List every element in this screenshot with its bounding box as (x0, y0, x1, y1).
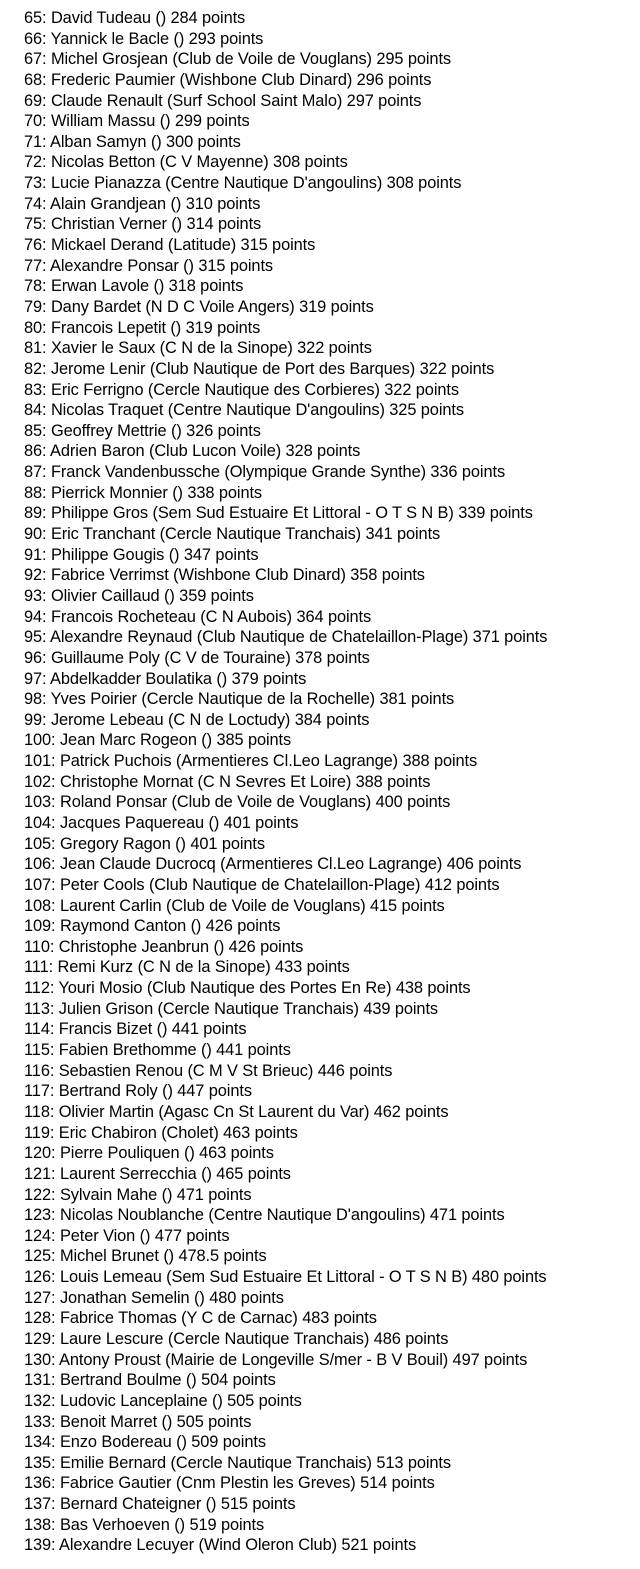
result-row: 115: Fabien Brethomme () 441 points (24, 1041, 291, 1060)
result-row: 74: Alain Grandjean () 310 points (24, 194, 261, 213)
result-row: 99: Jerome Lebeau (C N de Loctudy) 384 points (24, 710, 370, 729)
result-row: 127: Jonathan Semelin () 480 points (24, 1288, 284, 1307)
result-row: 137: Bernard Chateigner () 515 points (24, 1495, 296, 1514)
result-row: 105: Gregory Ragon () 401 points (24, 834, 265, 853)
result-row: 132: Ludovic Lanceplaine () 505 points (24, 1391, 302, 1410)
result-row: 78: Erwan Lavole () 318 points (24, 277, 244, 296)
result-row: 114: Francis Bizet () 441 points (24, 1020, 247, 1039)
result-row: 117: Bertrand Roly () 447 points (24, 1082, 252, 1101)
result-row: 124: Peter Vion () 477 points (24, 1226, 230, 1245)
result-row: 108: Laurent Carlin (Club de Voile de Vouglans) 415 points (24, 896, 445, 915)
result-row: 110: Christophe Jeanbrun () 426 points (24, 937, 304, 956)
result-row: 82: Jerome Lenir (Club Nautique de Port des Barques) 322 points (24, 359, 495, 378)
result-row: 113: Julien Grison (Cercle Nautique Tranchais) 439 points (24, 999, 438, 1018)
result-row: 79: Dany Bardet (N D C Voile Angers) 319 points (24, 297, 374, 316)
result-row: 107: Peter Cools (Club Nautique de Chatelaillon-Plage) 412 points (24, 875, 500, 894)
result-row: 116: Sebastien Renou (C M V St Brieuc) 446 points (24, 1061, 393, 1080)
result-row: 83: Eric Ferrigno (Cercle Nautique des Corbieres) 322 points (24, 380, 459, 399)
result-row: 87: Franck Vandenbussche (Olympique Grande Synthe) 336 points (24, 463, 506, 482)
result-row: 120: Pierre Pouliquen () 463 points (24, 1144, 274, 1163)
result-row: 80: Francois Lepetit () 319 points (24, 318, 261, 337)
result-row: 130: Antony Proust (Mairie de Longeville S/mer - B V Bouil) 497 points (24, 1350, 528, 1369)
result-row: 103: Roland Ponsar (Club de Voile de Vouglans) 400 points (24, 793, 451, 812)
result-row: 139: Alexandre Lecuyer (Wind Oleron Club) 521 points (24, 1536, 417, 1555)
result-row: 109: Raymond Canton () 426 points (24, 917, 281, 936)
result-row: 134: Enzo Bodereau () 509 points (24, 1433, 266, 1452)
result-row: 75: Christian Verner () 314 points (24, 215, 262, 234)
result-row: 68: Frederic Paumier (Wishbone Club Dinard) 296 points (24, 70, 432, 89)
result-row: 92: Fabrice Verrimst (Wishbone Club Dinard) 358 points (24, 566, 425, 585)
result-row: 112: Youri Mosio (Club Nautique des Portes En Re) 438 points (24, 979, 471, 998)
result-row: 81: Xavier le Saux (C N de la Sinope) 322 points (24, 339, 372, 358)
result-row: 67: Michel Grosjean (Club de Voile de Vouglans) 295 points (24, 50, 451, 69)
result-row: 93: Olivier Caillaud () 359 points (24, 586, 254, 605)
result-row: 126: Louis Lemeau (Sem Sud Estuaire Et Littoral - O T S N B) 480 points (24, 1268, 547, 1287)
result-row: 88: Pierrick Monnier () 338 points (24, 483, 263, 502)
result-row: 89: Philippe Gros (Sem Sud Estuaire Et Littoral - O T S N B) 339 points (24, 504, 533, 523)
result-row: 101: Patrick Puchois (Armentieres Cl.Leo Lagrange) 388 points (24, 752, 478, 771)
result-row: 119: Eric Chabiron (Cholet) 463 points (24, 1123, 298, 1142)
result-row: 86: Adrien Baron (Club Lucon Voile) 328 points (24, 442, 361, 461)
result-row: 129: Laure Lescure (Cercle Nautique Tranchais) 486 points (24, 1330, 449, 1348)
result-row: 84: Nicolas Traquet (Centre Nautique D'angoulins) 325 points (24, 401, 464, 420)
result-row: 100: Jean Marc Rogeon () 385 points (24, 731, 292, 750)
result-row: 72: Nicolas Betton (C V Mayenne) 308 points (24, 153, 348, 172)
result-row: 128: Fabrice Thomas (Y C de Carnac) 483 points (24, 1309, 377, 1328)
result-row: 104: Jacques Paquereau () 401 points (24, 813, 299, 832)
result-row: 136: Fabrice Gautier (Cnm Plestin les Greves) 514 points (24, 1474, 435, 1493)
result-row: 73: Lucie Pianazza (Centre Nautique D'angoulins) 308 points (24, 174, 462, 193)
result-row: 96: Guillaume Poly (C V de Touraine) 378 points (24, 648, 370, 667)
result-row: 65: David Tudeau () 284 points (24, 9, 246, 27)
result-row: 102: Christophe Mornat (C N Sevres Et Loire) 388 points (24, 772, 431, 791)
result-row: 95: Alexandre Reynaud (Club Nautique de Chatelaillon-Plage) 371 points (24, 628, 548, 647)
result-row: 125: Michel Brunet () 478.5 points (24, 1247, 267, 1266)
result-row: 97: Abdelkadder Boulatika () 379 points (24, 669, 307, 688)
result-row: 76: Mickael Derand (Latitude) 315 points (24, 236, 316, 255)
result-row: 111: Remi Kurz (C N de la Sinope) 433 points (24, 958, 350, 977)
result-row: 69: Claude Renault (Surf School Saint Malo) 297 points (24, 91, 422, 110)
result-row: 98: Yves Poirier (Cercle Nautique de la Rochelle) 381 points (24, 690, 455, 709)
result-row: 94: Francois Rocheteau (C N Aubois) 364 points (24, 607, 372, 626)
result-row: 77: Alexandre Ponsar () 315 points (24, 256, 273, 275)
result-row: 91: Philippe Gougis () 347 points (24, 545, 259, 564)
result-row: 133: Benoit Marret () 505 points (24, 1412, 252, 1431)
result-row: 118: Olivier Martin (Agasc Cn St Laurent du Var) 462 points (24, 1102, 449, 1121)
result-row: 71: Alban Samyn () 300 points (24, 132, 241, 151)
result-row: 135: Emilie Bernard (Cercle Nautique Tranchais) 513 points (24, 1453, 451, 1472)
result-row: 121: Laurent Serrecchia () 465 points (24, 1164, 291, 1183)
result-row: 85: Geoffrey Mettrie () 326 points (24, 421, 261, 440)
result-row: 90: Eric Tranchant (Cercle Nautique Tranchais) 341 points (24, 525, 441, 544)
result-row: 66: Yannick le Bacle () 293 points (24, 29, 264, 48)
result-row: 122: Sylvain Mahe () 471 points (24, 1185, 252, 1204)
result-row: 123: Nicolas Noublanche (Centre Nautique D'angoulins) 471 points (24, 1206, 505, 1225)
result-row: 70: William Massu () 299 points (24, 112, 250, 131)
result-row: 131: Bertrand Boulme () 504 points (24, 1371, 276, 1390)
result-row: 138: Bas Verhoeven () 519 points (24, 1515, 265, 1534)
result-row: 106: Jean Claude Ducrocq (Armentieres Cl.Leo Lagrange) 406 points (24, 855, 522, 874)
